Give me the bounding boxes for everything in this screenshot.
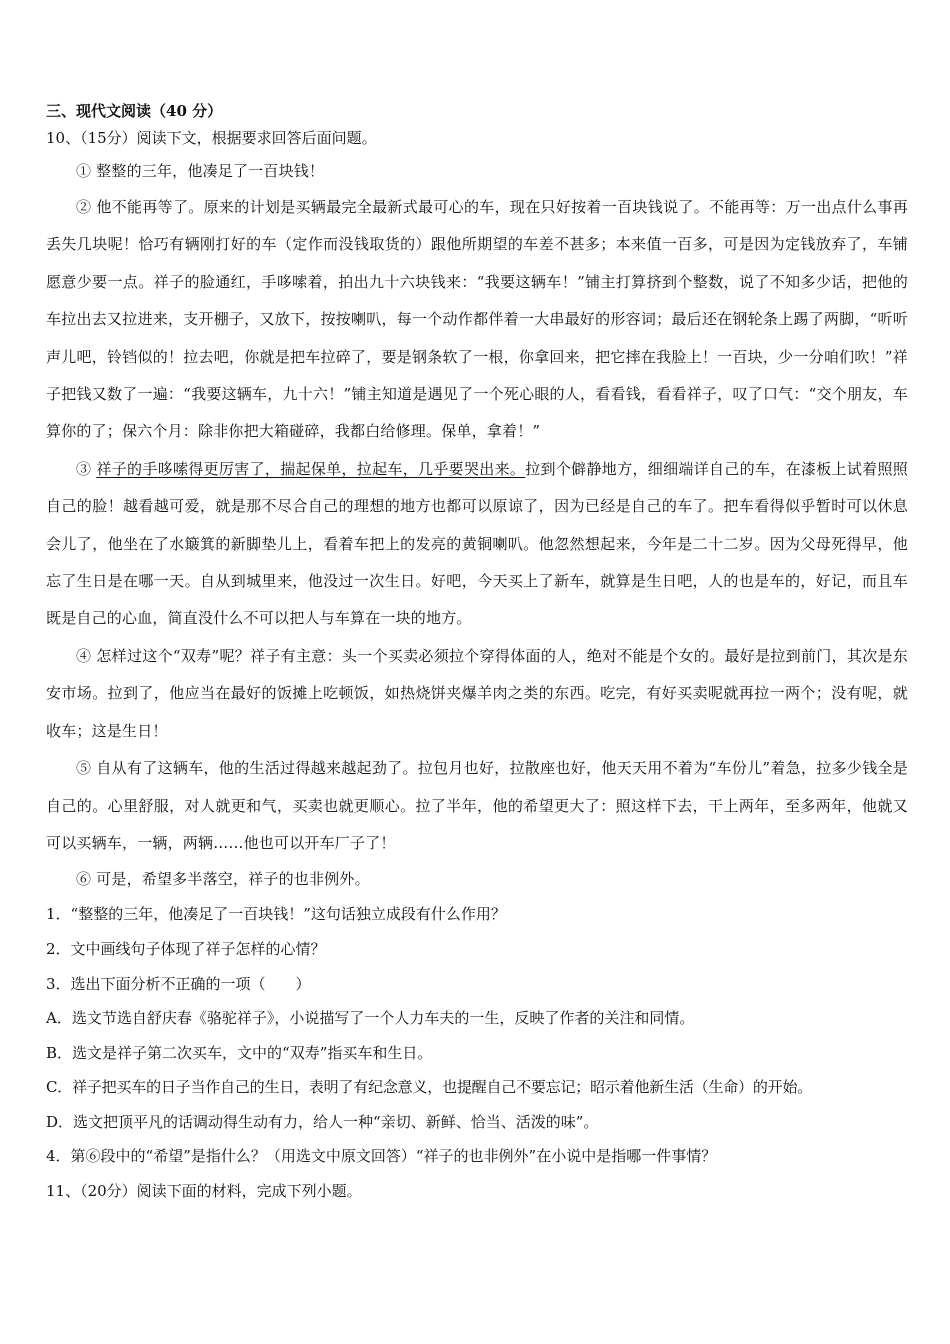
section-title: 三、现代文阅读（40 分） (46, 102, 223, 120)
option-a: A．选文节选自舒庆春《骆驼祥子》，小说描写了一个人力车夫的一生，反映了作者的关注和同情。 (46, 1009, 695, 1028)
option-c: C．祥子把买车的日子当作自己的生日，表明了有纪念意义，也提醒自己不要忘记；昭示着他新生活（生命）的开始。 (46, 1078, 813, 1097)
underlined-sentence: 祥子的手哆嗦得更厉害了，揣起保单，拉起车，几乎要哭出来。 (96, 459, 526, 478)
question-2: 2．文中画线句子体现了祥子怎样的心情？ (46, 939, 326, 958)
paragraph-1: ① 整整的三年，他凑足了一百块钱！ (76, 162, 325, 180)
question-4: 4．第⑥段中的“希望”是指什么？（用选文中原文回答）“祥子的也非例外”在小说中是指哪一件事情？ (46, 1147, 717, 1166)
question-3: 3．选出下面分析不正确的一项（ ） (46, 974, 311, 993)
paragraph-3-number: ③ (76, 459, 97, 478)
paragraph-6: ⑥ 可是，希望多半落空，祥子的也非例外。 (76, 870, 370, 889)
question-10-intro: 10、（15分）阅读下文，根据要求回答后面问题。 (46, 129, 377, 147)
paragraph-4: ④ 怎样过这个“双寿”呢？祥子有主意：头一个买卖必须拉个穿得体面的人，绝对不能是个女的。最好是拉到前门，其次是东安市场。拉到了，他应当在最好的饭摊上吃顿饭，如热烧饼夹爆羊肉之类的东西。吃完，有好买卖呢就再拉一两个；没有呢，就收车；这是生日！ (46, 646, 908, 740)
question-1: 1．“整整的三年，他凑足了一百块钱！”这句话独立成段有什么作用？ (46, 905, 506, 924)
paragraph-3-rest: 拉到个僻静地方，细细端详自己的车，在漆板上试着照照自己的脸！越看越可爱，就是那不尽合自己的理想的地方也都可以原谅了，因为已经是自己的车了。把车看得似乎暂时可以休息会儿了，他坐在了水簸箕的新脚垫儿上，看着车把上的发亮的黄铜喇叭。他忽然想起来，今年是二十二岁。因为父母死得早，他忘了生日是在哪一天。自从到城里来，他没过一次生日。好吧，今天买上了新车，就算是生日吧，人的也是车的，好记，而且车既是自己的心血，简直没什么不可以把人与车算在一块的地方。 (46, 459, 908, 628)
paragraph-5: ⑤ 自从有了这辆车，他的生活过得越来越起劲了。拉包月也好，拉散座也好，他天天用不着为“车份儿”着急，拉多少钱全是自己的。心里舒服，对人就更和气，买卖也就更顺心。拉了半年，他的希望更大了：照这样下去，干上两年，至多两年，他就又可以买辆车，一辆，两辆……他也可以开车厂子了！ (46, 759, 908, 852)
option-b: B．选文是祥子第二次买车，文中的“双寿”指买车和生日。 (46, 1043, 433, 1062)
paragraph-3 (46, 451, 908, 638)
paragraph-2: ② 他不能再等了。原来的计划是买辆最完全最新式最可心的车，现在只好按着一百块钱说了。不能再等：万一出点什么事再丢失几块呢！恰巧有辆刚打好的车（定作而没钱取货的）跟他所期望的车差不甚多；本来值一百多，可是因为定钱放弃了，车铺愿意少要一点。祥子的脸通红，手哆嗦着，拍出九十六块钱来：“我要这辆车！”铺主打算挤到个整数，说了不知多少话，把他的车拉出去又拉进来，支开棚子，又放下，按按喇叭，每一个动作都伴着一大串最好的形容词；最后还在钢轮条上踢了两脚，“听听声儿吧，铃铛似的！拉去吧，你就是把车拉碎了，要是钢条软了一根，你拿回来，把它摔在我脸上！一百块，少一分咱们吹！”祥子把钱又数了一遍：“我要这辆车，九十六！”铺主知道是遇见了一个死心眼的人，看看钱，看看祥子，叹了口气：“交个朋友，车算你的了；保六个月：除非你把大箱碰碎，我都白给修理。保单，拿着！” (46, 198, 908, 441)
question-11-intro: 11、（20分）阅读下面的材料，完成下列小题。 (46, 1182, 362, 1201)
exam-page (46, 98, 908, 1209)
option-d: D．选文把顶平凡的话调动得生动有力，给人一种“亲切、新鲜、恰当、活泼的味”。 (46, 1112, 599, 1131)
